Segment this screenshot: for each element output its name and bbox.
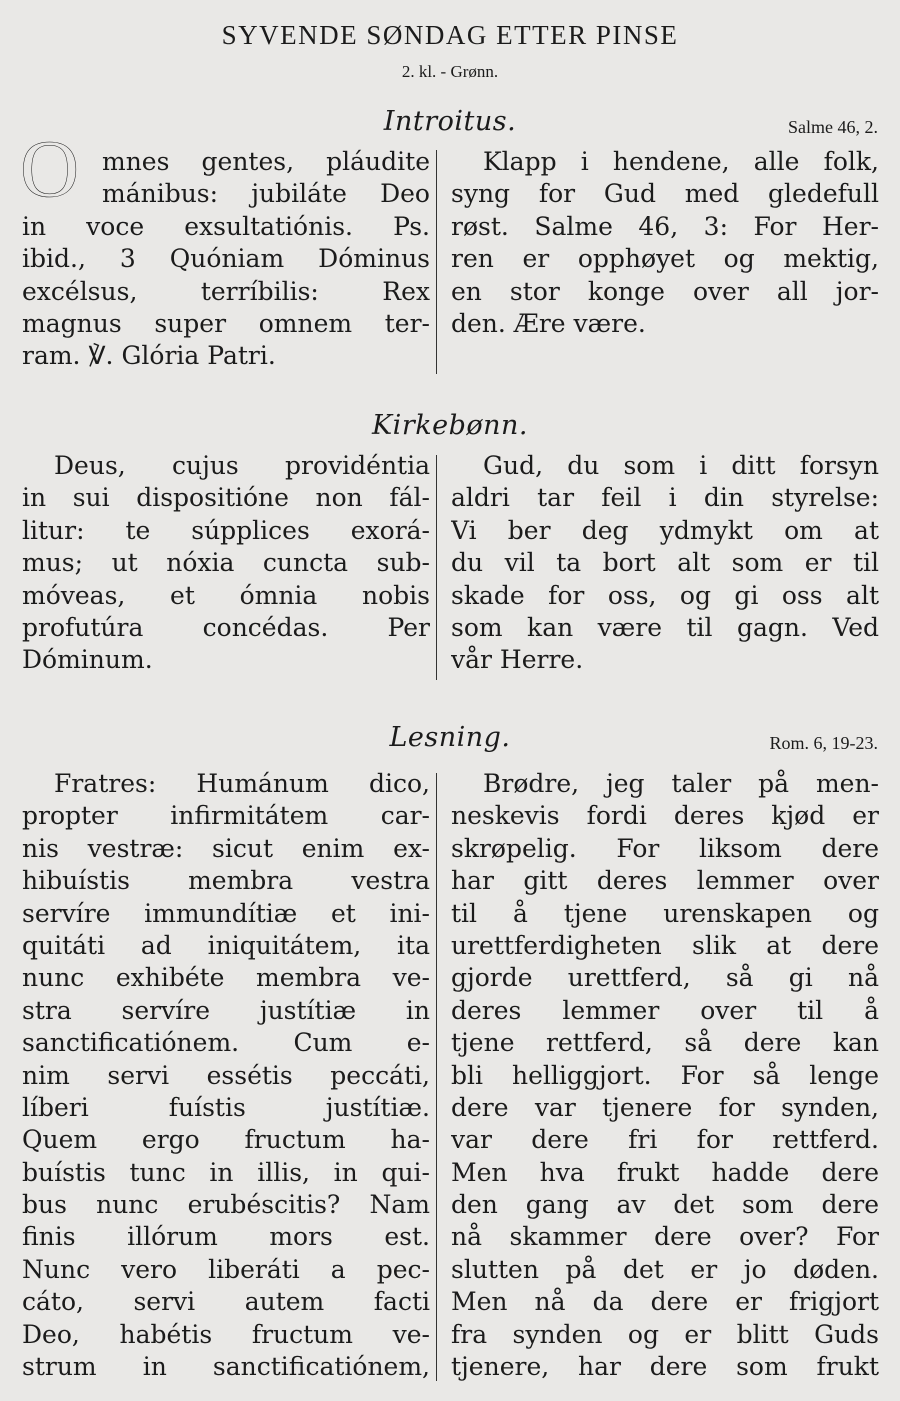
text-line: skade for oss, og gi oss alt (451, 580, 879, 610)
text-line: Vi ber deg ydmykt om at (451, 515, 879, 545)
column-divider (436, 773, 437, 1381)
text-line: den gang av det som dere (451, 1190, 879, 1220)
text-line: Fratres: Humánum dico, (54, 769, 430, 798)
text-line: syng for Gud med gledefull (451, 179, 879, 209)
text-line: fra synden og er blitt Guds (451, 1319, 879, 1349)
text-line: Klapp i hendene, alle folk, (483, 147, 879, 176)
text-line: magnus super omnem ter- (22, 308, 430, 338)
text-line: in voce exsultatiónis. Ps. (22, 211, 430, 241)
text-line: ibid., 3 Quóniam Dóminus (22, 244, 430, 274)
page-title: SYVENDE SØNDAG ETTER PINSE (221, 20, 679, 50)
text-line: nis vestræ: sicut enim ex- (22, 833, 430, 863)
text-line: urettferdigheten slik at dere (451, 930, 879, 960)
text-line: nunc exhibéte membra ve- (22, 963, 430, 993)
text-line: sanctificatiónem. Cum e- (22, 1028, 430, 1058)
text-line: vår Herre. (451, 645, 584, 675)
text-line: nim servi essétis peccáti, (22, 1060, 430, 1090)
lesning-title: Lesning. (389, 722, 511, 753)
text-line: móveas, et ómnia nobis (22, 580, 430, 610)
kirkebonn-latin (22, 450, 430, 677)
text-line: in sui dispositióne non fál- (22, 483, 430, 513)
text-line: profutúra concédas. Per (22, 612, 430, 642)
kirkebonn-title: Kirkebønn. (372, 410, 528, 441)
text-line: en stor konge over all jor- (451, 276, 879, 306)
text-line: mánibus: jubiláte Deo (102, 179, 430, 209)
introitus-ref: Salme 46, 2. (788, 117, 878, 137)
text-line: bus nunc erubéscitis? Nam (22, 1190, 430, 1220)
text-line: cáto, servi autem facti (22, 1287, 430, 1317)
text-line: Men nå da dere er frigjort (451, 1287, 879, 1317)
text-line: deres lemmer over til å (451, 995, 879, 1025)
text-line: Deo, habétis fructum ve- (22, 1319, 430, 1349)
text-line: strum in sanctificatiónem, (22, 1352, 430, 1382)
text-line: quitáti ad iniquitátem, ita (22, 930, 430, 960)
introitus-norwegian (451, 146, 879, 340)
text-line: mnes gentes, pláudite (102, 147, 430, 176)
text-line: tjene rettferd, så dere kan (451, 1028, 879, 1058)
text-line: propter infirmitátem car- (22, 801, 430, 831)
introitus-latin (22, 146, 430, 373)
text-line: Brødre, jeg taler på men- (483, 769, 879, 798)
text-line: Quem ergo fructum ha- (22, 1125, 430, 1155)
text-line: neskevis fordi deres kjød er (451, 801, 879, 831)
text-line: har gitt deres lemmer over (451, 866, 879, 896)
introitus-title: Introitus. (383, 106, 517, 137)
kirkebonn-norwegian (451, 450, 879, 677)
text-line: Deus, cujus providéntia (54, 451, 430, 480)
text-line: litur: te súpplices exorá- (22, 515, 430, 545)
text-line: dere var tjenere for synden, (451, 1092, 879, 1122)
text-line: ram. ℣. Glória Patri. (22, 341, 276, 371)
column-divider (436, 150, 437, 374)
text-line: nå skammer dere over? For (451, 1222, 879, 1252)
text-line: bli helliggjort. For så lenge (451, 1060, 879, 1090)
text-line: hibuístis membra vestra (22, 866, 430, 896)
lesning-latin (22, 768, 430, 1383)
text-line: røst. Salme 46, 3: For Her- (451, 211, 879, 241)
text-line: skrøpelig. For liksom dere (451, 833, 879, 863)
text-line: slutten på det er jo døden. (451, 1254, 879, 1284)
text-line: gjorde urettferd, så gi nå (451, 963, 879, 993)
text-line: Men hva frukt hadde dere (451, 1157, 879, 1187)
lesning-norwegian (451, 768, 879, 1383)
text-line: tjenere, har dere som frukt (451, 1352, 879, 1382)
text-line: excélsus, terríbilis: Rex (22, 276, 430, 306)
text-line: var dere fri for rettferd. (451, 1125, 879, 1155)
text-line: ren er opphøyet og mektig, (451, 244, 879, 274)
text-line: Nunc vero liberáti a pec- (22, 1254, 430, 1284)
text-line: Gud, du som i ditt forsyn (483, 451, 879, 480)
text-line: mus; ut nóxia cuncta sub- (22, 548, 430, 578)
text-line: finis illórum mors est. (22, 1222, 430, 1252)
column-divider (436, 455, 437, 680)
introitus-dropcap: O (20, 123, 80, 214)
lesning-ref: Rom. 6, 19-23. (769, 733, 878, 753)
page-subtitle: 2. kl. - Grønn. (401, 62, 499, 81)
text-line: du vil ta bort alt som er til (451, 548, 879, 578)
text-line: den. Ære være. (451, 308, 646, 338)
text-line: aldri tar feil i din styrelse: (451, 483, 879, 513)
text-line: buístis tunc in illis, in qui- (22, 1157, 430, 1187)
text-line: stra servíre justítiæ in (22, 995, 430, 1025)
text-line: líberi fuístis justítiæ. (22, 1092, 430, 1122)
text-line: Dóminum. (22, 645, 153, 675)
text-line: til å tjene urenskapen og (451, 898, 879, 928)
text-line: servíre immundítiæ et ini- (22, 898, 430, 928)
text-line: som kan være til gagn. Ved (451, 612, 879, 642)
